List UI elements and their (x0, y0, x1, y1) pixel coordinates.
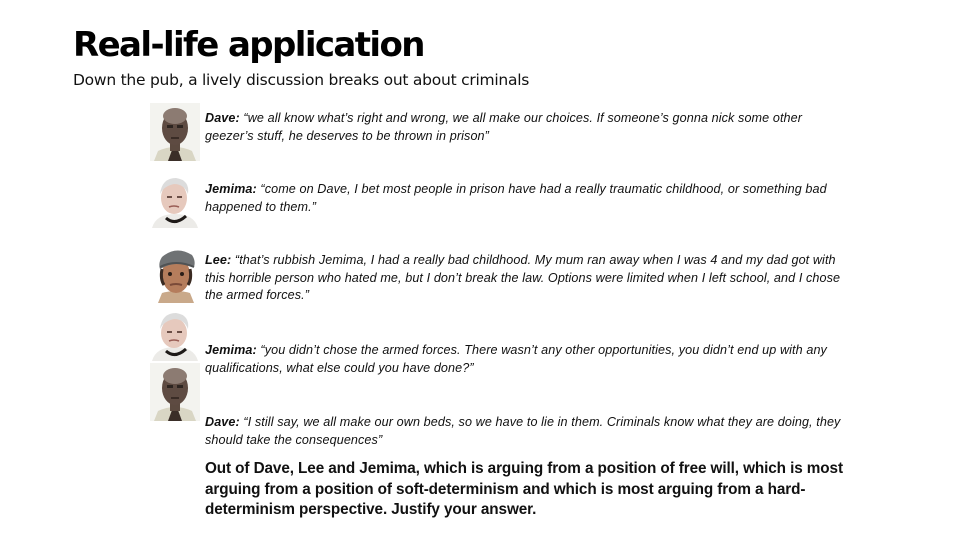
dave-portrait-icon (150, 363, 200, 421)
dialogue-line-jemima-1 (205, 181, 845, 216)
dialogue-line-dave-2 (205, 414, 845, 449)
dialogue-quote: “we all know what’s right and wrong, we all make our choices. If someone’s gonna nick some other geezer’s stuff, he deserves to be thrown in prison” (205, 111, 803, 143)
speaker-name: Dave: (205, 415, 240, 429)
jemima-portrait-icon (150, 172, 200, 228)
dialogue-quote: “I still say, we all make our own beds, so we have to lie in them. Criminals know what they are doing, they should take the consequences” (205, 415, 841, 447)
slide-title: Real-life application (73, 25, 424, 65)
dialogue-line-dave-1 (205, 110, 845, 145)
discussion-question: Out of Dave, Lee and Jemima, which is arguing from a position of free will, which is most arguing from a position of soft-determinism and which is most arguing from a hard-determinism perspective. Justify your answer. (205, 460, 843, 518)
slide-subtitle: Down the pub, a lively discussion breaks out about criminals (73, 71, 530, 89)
dialogue-line-jemima-2 (205, 342, 845, 377)
dialogue-quote: “you didn’t chose the armed forces. There wasn’t any other opportunities, you didn’t end up with any qualifications, what else could you have done?” (205, 343, 827, 375)
speaker-name: Jemima: (205, 182, 257, 196)
dialogue-quote: “come on Dave, I bet most people in prison have had a really traumatic childhood, or something bad happened to them.” (205, 182, 827, 214)
lee-portrait-icon (152, 243, 200, 303)
speaker-name: Jemima: (205, 343, 257, 357)
dialogue-quote: “that’s rubbish Jemima, I had a really bad childhood. My mum ran away when I was 4 and my dad got with this horrible person who hated me, but I don’t break the law. Options were limited when I left school, and I chose the armed forces.” (205, 253, 841, 302)
speaker-name: Dave: (205, 111, 240, 125)
speaker-name: Lee: (205, 253, 232, 267)
jemima-portrait-icon (150, 309, 200, 361)
dave-portrait-icon (150, 103, 200, 161)
dialogue-line-lee-1 (205, 252, 845, 305)
